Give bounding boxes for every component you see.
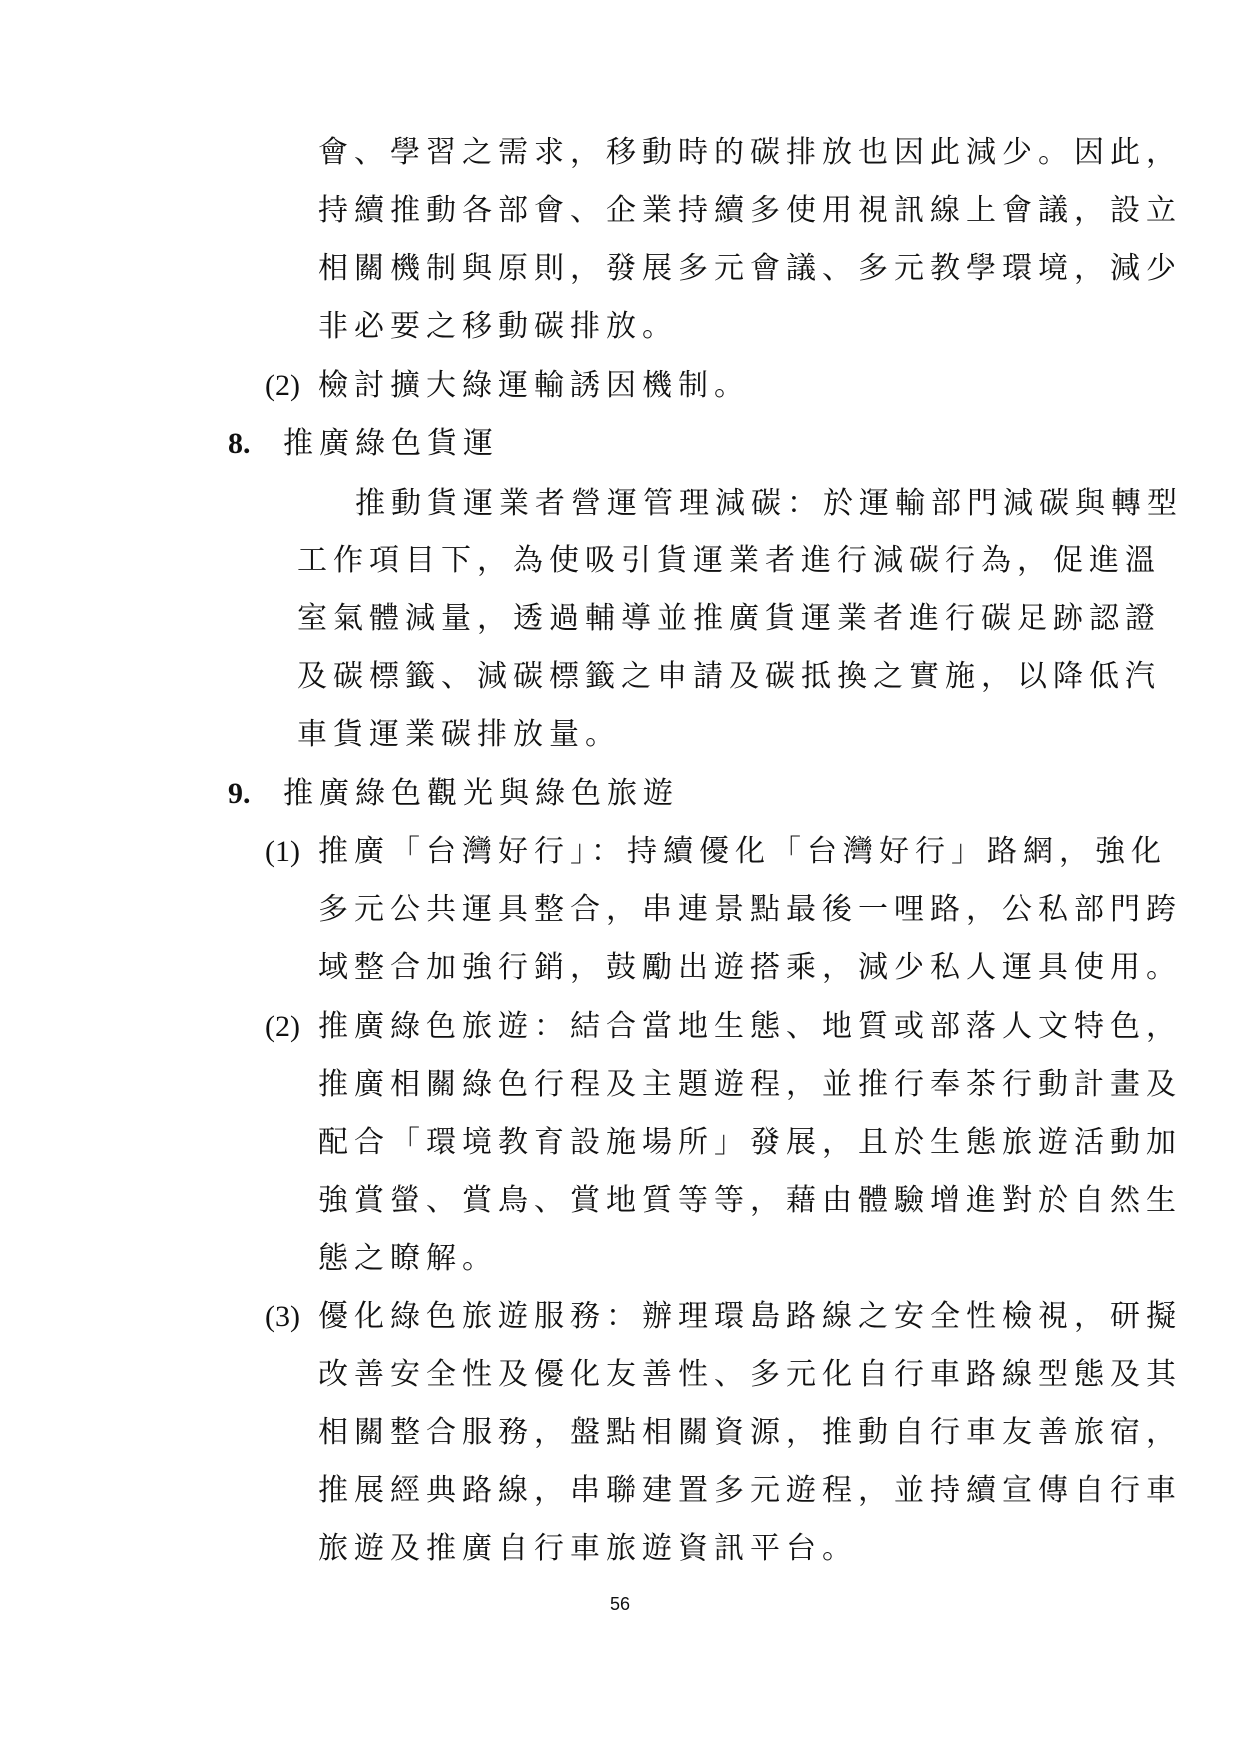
list-item-line: 態之瞭解。 xyxy=(318,1241,498,1276)
section-number: 8. xyxy=(228,427,251,460)
list-item-line: 推廣綠色旅遊：結合當地生態、地質或部落人文特色， xyxy=(318,1009,1182,1044)
list-item-line: 配合「環境教育設施場所」發展，且於生態旅遊活動加 xyxy=(318,1125,1182,1160)
section-number: 9. xyxy=(228,777,251,810)
list-item-line: 推展經典路線，串聯建置多元遊程，並持續宣傳自行車 xyxy=(318,1473,1182,1508)
list-item-line: 推廣「台灣好行」：持續優化「台灣好行」路網，強化 xyxy=(318,834,1167,869)
list-item-line: 旅遊及推廣自行車旅遊資訊平台。 xyxy=(318,1531,858,1566)
list-item-line: 域整合加強行銷，鼓勵出遊搭乘，減少私人運具使用。 xyxy=(318,950,1182,985)
paragraph-line: 車貨運業碳排放量。 xyxy=(297,717,621,752)
list-item-number: (1) xyxy=(265,835,300,868)
paragraph-line: 會、學習之需求，移動時的碳排放也因此減少。因此， xyxy=(318,135,1182,170)
paragraph-line: 非必要之移動碳排放。 xyxy=(318,309,678,344)
paragraph-line: 持續推動各部會、企業持續多使用視訊線上會議，設立 xyxy=(318,193,1182,228)
list-item-line: 相關整合服務，盤點相關資源，推動自行車友善旅宿， xyxy=(318,1415,1182,1450)
list-item-number: (2) xyxy=(265,369,300,402)
section-heading: 推廣綠色貨運 xyxy=(283,426,499,461)
list-item-line: 多元公共運具整合，串連景點最後一哩路，公私部門跨 xyxy=(318,892,1182,927)
list-item-number: (3) xyxy=(265,1300,300,1333)
list-item-line: 推廣相關綠色行程及主題遊程，並推行奉茶行動計畫及 xyxy=(318,1067,1182,1102)
list-item-line: 檢討擴大綠運輸誘因機制。 xyxy=(318,368,750,403)
paragraph-line: 推動貨運業者營運管理減碳：於運輸部門減碳與轉型 xyxy=(355,486,1183,521)
paragraph-line: 室氣體減量，透過輔導並推廣貨運業者進行碳足跡認證 xyxy=(297,601,1161,636)
paragraph-line: 相關機制與原則，發展多元會議、多元教學環境，減少 xyxy=(318,251,1182,286)
paragraph-line: 工作項目下，為使吸引貨運業者進行減碳行為，促進溫 xyxy=(297,543,1161,578)
paragraph-line: 及碳標籤、減碳標籤之申請及碳抵換之實施，以降低汽 xyxy=(297,659,1161,694)
list-item-line: 強賞螢、賞鳥、賞地質等等，藉由體驗增進對於自然生 xyxy=(318,1183,1182,1218)
list-item-line: 優化綠色旅遊服務：辦理環島路線之安全性檢視，研擬 xyxy=(318,1299,1182,1334)
section-heading: 推廣綠色觀光與綠色旅遊 xyxy=(283,776,679,811)
page-number: 56 xyxy=(609,1594,631,1614)
list-item-line: 改善安全性及優化友善性、多元化自行車路線型態及其 xyxy=(318,1357,1182,1392)
list-item-number: (2) xyxy=(265,1010,300,1043)
